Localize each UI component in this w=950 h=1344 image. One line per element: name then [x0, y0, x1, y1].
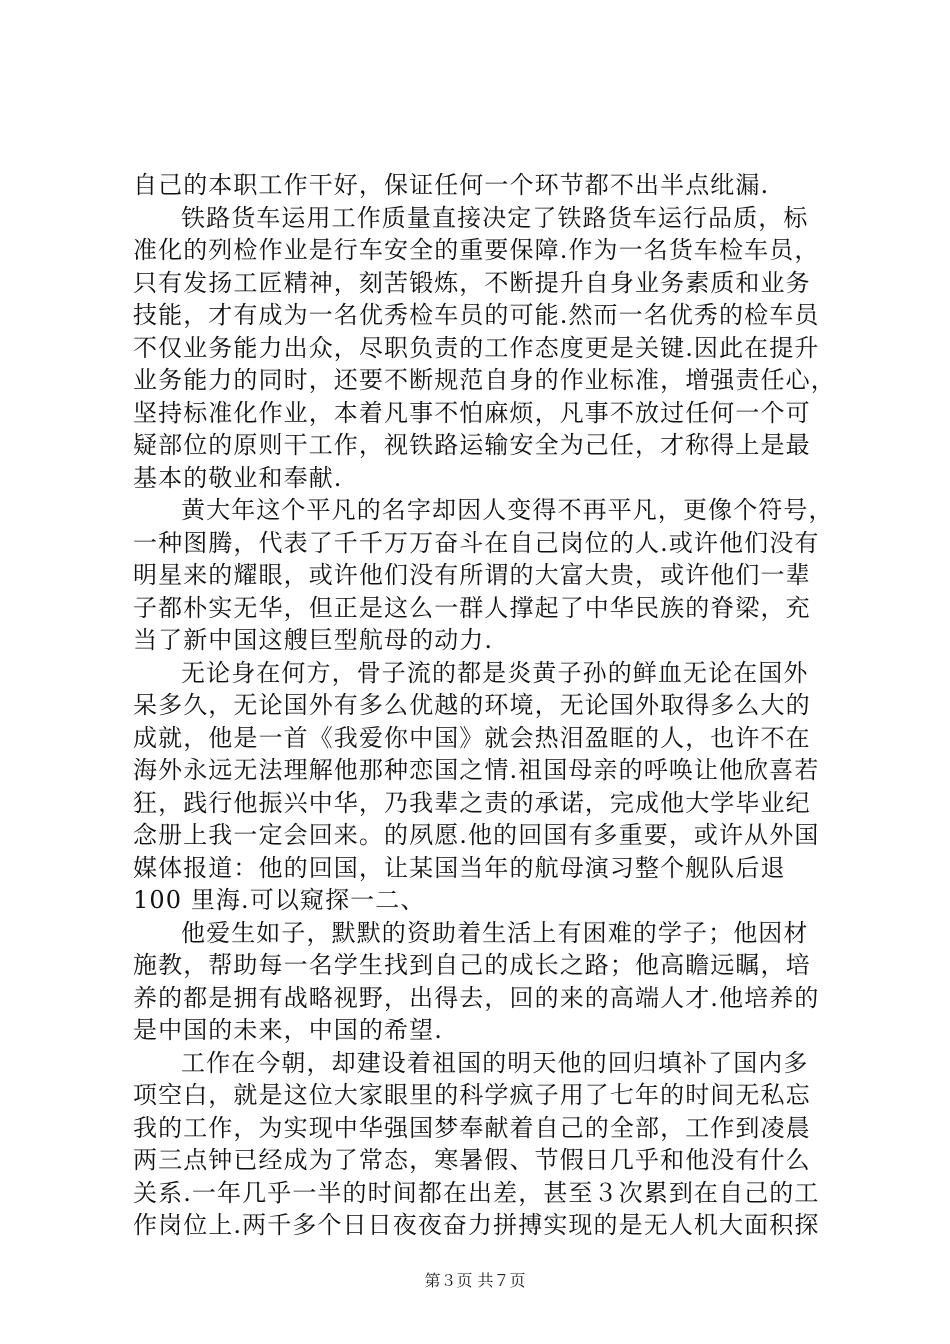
text-line: 准化的列检作业是行车安全的重要保障.作为一名货车检车员，	[133, 236, 820, 264]
text-line: 一种图腾，代表了千千万万奋斗在自己岗位的人.或许他们没有	[133, 528, 820, 557]
page-number: 第３页 共７页	[424, 1271, 526, 1290]
text-line: 当了新中国这艘巨型航母的动力.	[133, 626, 494, 654]
text-line: 施教，帮助每一名学生找到自己的成长之路；他高瞻远瞩，培	[133, 951, 811, 979]
text-line: 子都朴实无华，但正是这么一群人撑起了中华民族的脊梁，充	[133, 593, 811, 622]
text-line: 基本的敬业和奉献.	[133, 463, 343, 492]
paragraph-start-line: 他爱生如子，默默的资助着生活上有困难的学子；他因材	[181, 918, 809, 947]
text-line: 两三点钟已经成为了常态，寒暑假、节假日几乎和他没有什么	[133, 1146, 811, 1174]
text-line: 呆多久，无论国外有多么优越的环境，无论国外取得多么大的	[133, 691, 811, 719]
text-line: 只有发扬工匠精神，刻苦锻炼，不断提升自身业务素质和业务	[133, 268, 811, 297]
text-line: 100 里海.可以窥探一二、	[133, 886, 426, 914]
paragraph-start-line: 无论身在何方，骨子流的都是炎黄子孙的鲜血无论在国外	[181, 658, 809, 687]
text-line: 海外永远无法理解他那种恋国之情.祖国母亲的呼唤让他欣喜若	[133, 756, 820, 784]
text-line: 狂，践行他振兴中华，乃我辈之责的承诺，完成他大学毕业纪	[133, 788, 811, 817]
text-line: 坚持标准化作业，本着凡事不怕麻烦，凡事不放过任何一个可	[133, 398, 811, 427]
text-line: 不仅业务能力出众，尽职负责的工作态度更是关键.因此在提升	[133, 333, 820, 362]
text-line: 业务能力的同时，还要不断规范自身的作业标准，增强责任心，	[133, 366, 836, 394]
text-line: 媒体报道：他的回国，让某国当年的航母演习整个舰队后退	[133, 853, 786, 882]
text-line: 关系.一年几乎一半的时间都在出差，甚至３次累到在自己的工	[133, 1178, 820, 1207]
text-line: 作岗位上.两千多个日日夜夜奋力拼搏实现的是无人机大面积探	[133, 1211, 820, 1239]
text-line: 自己的本职工作干好，保证任何一个环节都不出半点纰漏.	[133, 171, 770, 199]
text-line: 念册上我一定会回来。的夙愿.他的回国有多重要，或许从外国	[133, 821, 820, 849]
text-line: 我的工作，为实现中华强国梦奉献着自己的全部，工作到凌晨	[133, 1113, 811, 1142]
text-line: 养的都是拥有战略视野，出得去，回的来的高端人才.他培养的	[133, 983, 820, 1012]
text-line: 技能，才有成为一名优秀检车员的可能.然而一名优秀的检车员	[133, 301, 820, 329]
text-line: 项空白，就是这位大家眼里的科学疯子用了七年的时间无私忘	[133, 1081, 811, 1109]
paragraph-start-line: 铁路货车运用工作质量直接决定了铁路货车运行品质，标	[181, 203, 809, 232]
text-line: 是中国的未来，中国的希望.	[133, 1016, 443, 1044]
paragraph-start-line: 工作在今朝，却建设着祖国的明天他的回归填补了国内多	[181, 1048, 809, 1077]
paragraph-start-line: 黄大年这个平凡的名字却因人变得不再平凡，更像个符号，	[181, 496, 834, 524]
text-line: 成就，他是一首《我爱你中国》就会热泪盈眶的人，也许不在	[133, 723, 811, 752]
text-line: 疑部位的原则干工作，视铁路运输安全为己任，才称得上是最	[133, 431, 811, 459]
page-footer	[0, 1271, 950, 1291]
text-line: 明星来的耀眼，或许他们没有所谓的大富大贵，或许他们一辈	[133, 561, 811, 589]
body-text	[133, 169, 836, 1242]
